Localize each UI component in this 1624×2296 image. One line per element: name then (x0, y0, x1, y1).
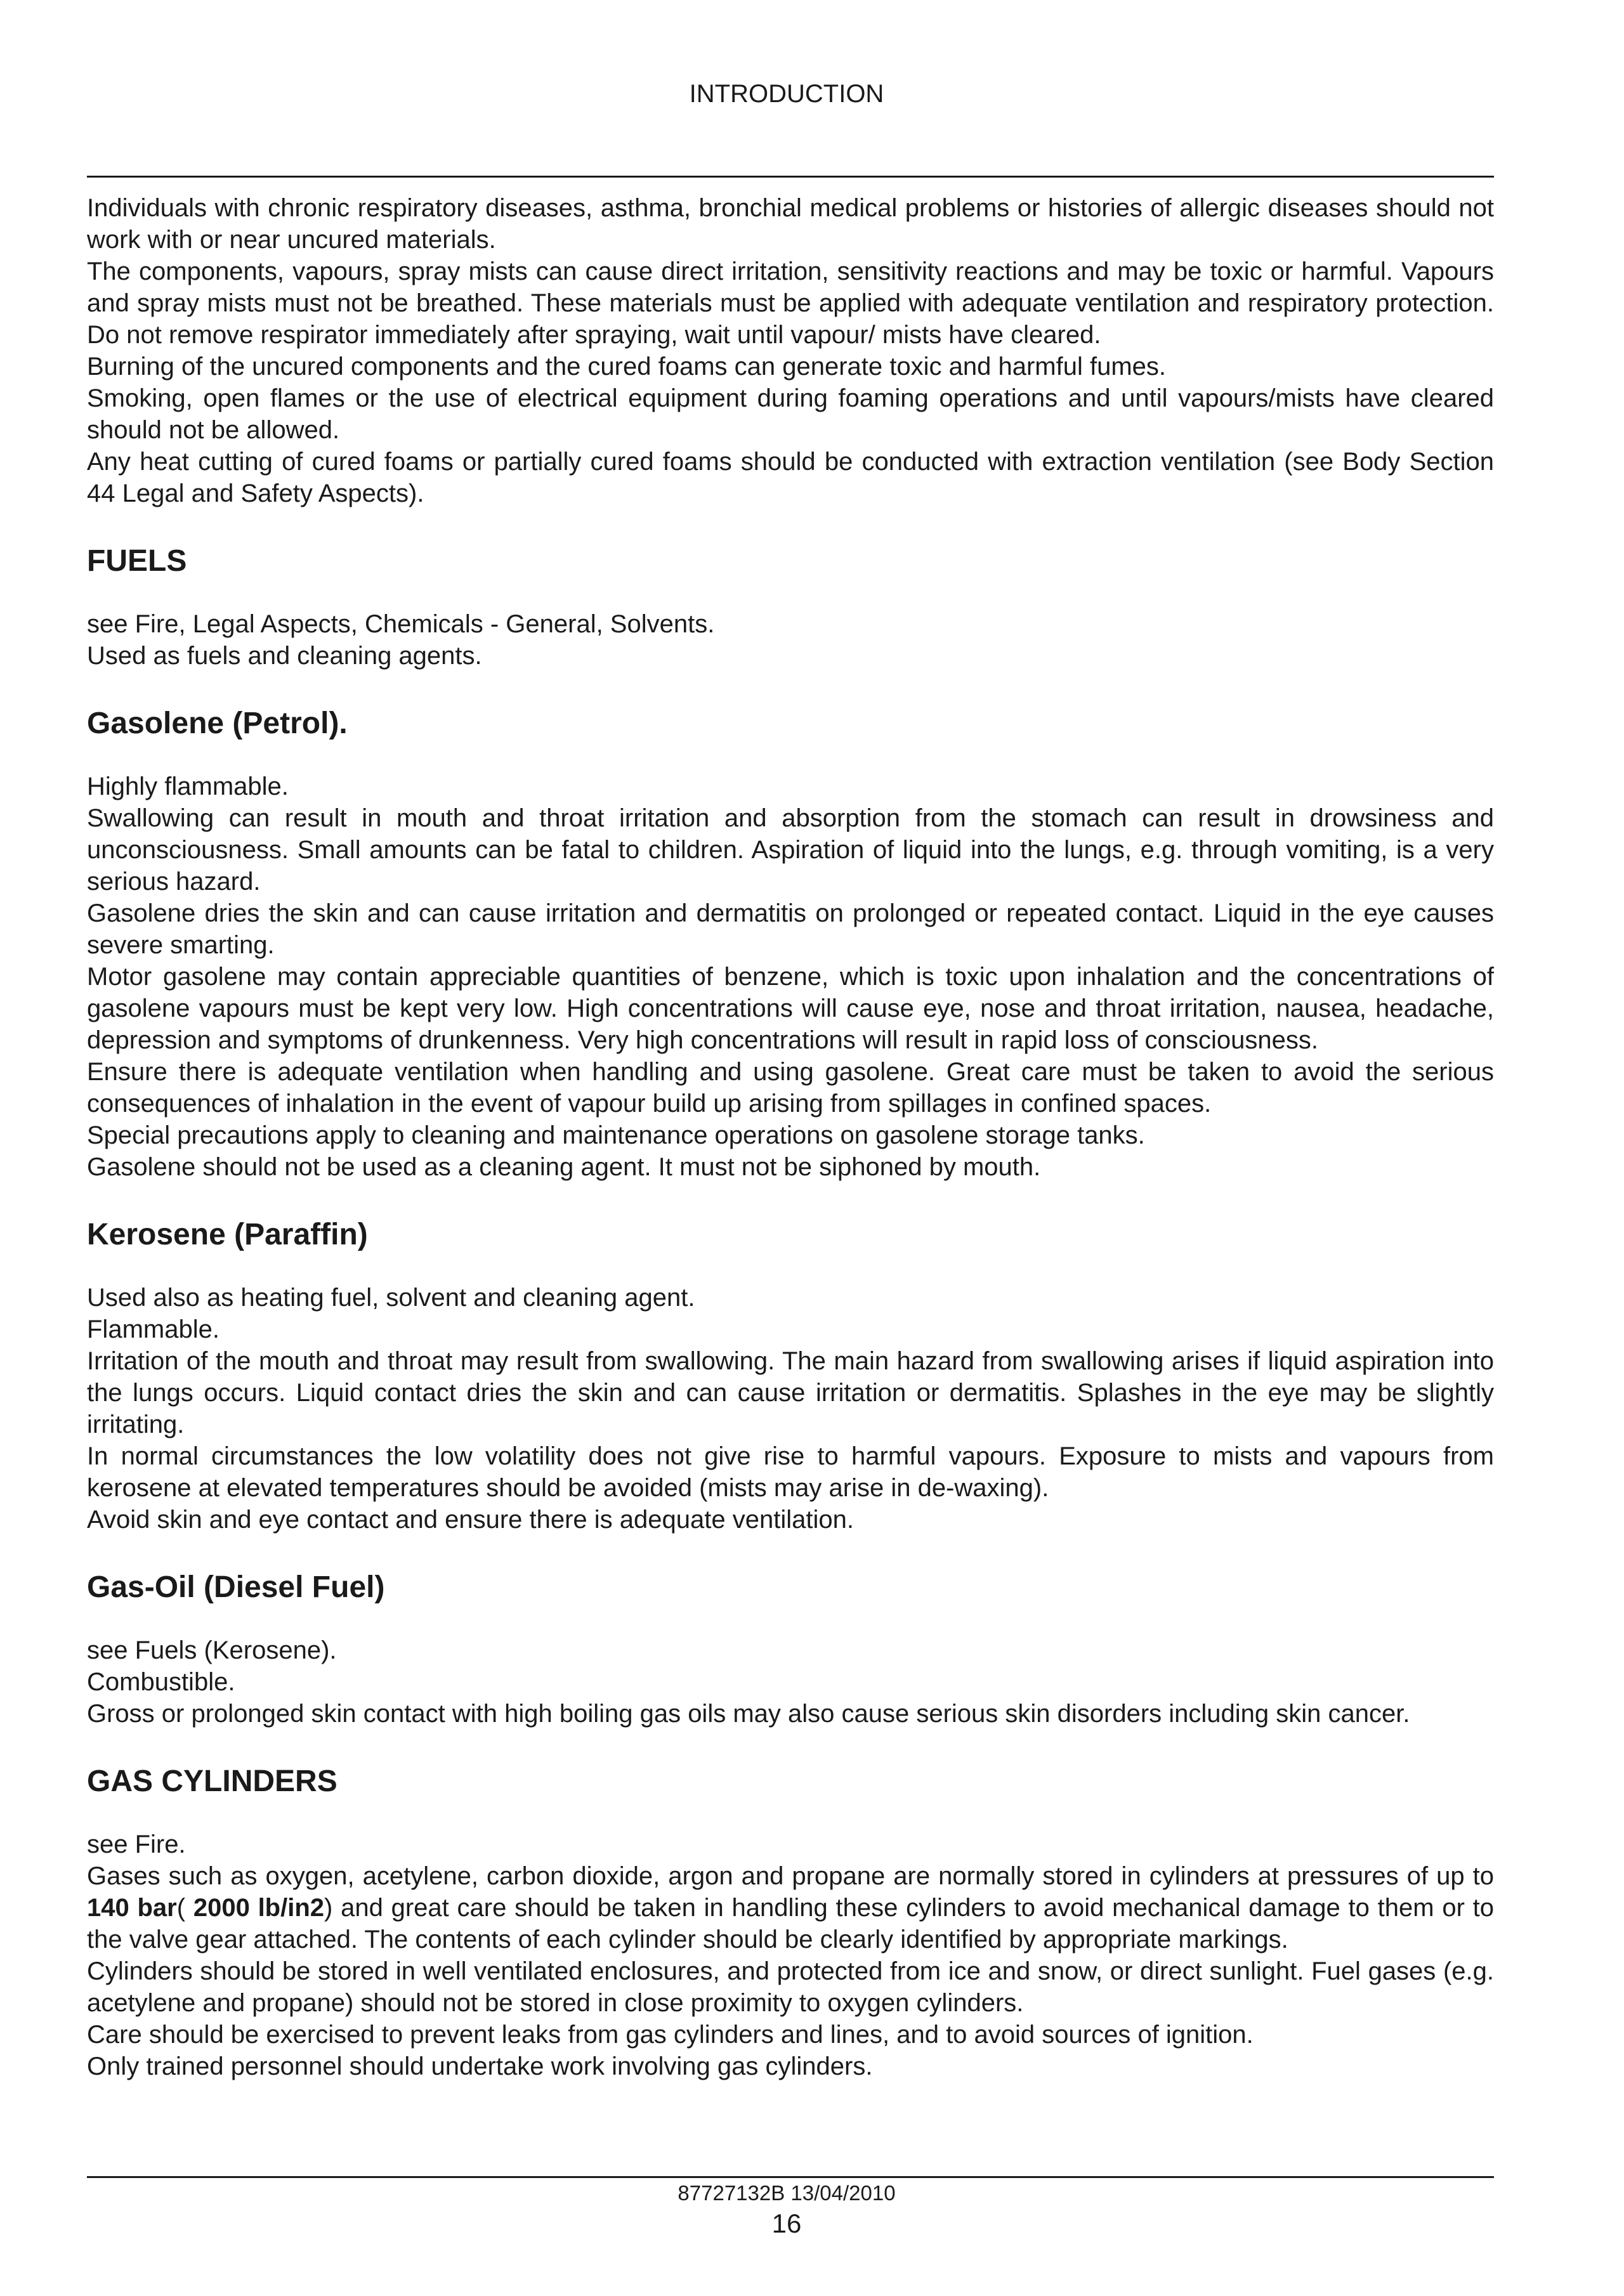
footer-rule (87, 2176, 1494, 2178)
paragraph: Flammable. (87, 1315, 219, 1343)
paragraph: Burning of the uncured components and the cured foams can generate toxic and harmful fumes. (87, 353, 1167, 381)
text-run: ( (176, 1894, 193, 1922)
footer-document-code: 87727132B 13/04/2010 (678, 2181, 896, 2205)
paragraph: Only trained personnel should undertake work involving gas cylinders. (87, 2052, 873, 2080)
pressure-psi-value: 2000 lb/in2 (193, 1894, 325, 1922)
paragraph: Combustible. (87, 1668, 235, 1696)
paragraph: Used also as heating fuel, solvent and cleaning agent. (87, 1284, 695, 1312)
paragraph: see Fire, Legal Aspects, Chemicals - General, Solvents. (87, 610, 715, 638)
gasolene-section (87, 672, 1494, 1183)
paragraph: The components, vapours, spray mists can cause direct irritation, sensitivity reactions and may be toxic or harmful. Vapours and spray mists must not be breathed. These materials must be applied with adequate ventilation and respiratory protection. Do not remove respirator immediately after spraying, wait until vapour/ mists have cleared. (87, 258, 1494, 349)
paragraph: Gasolene dries the skin and can cause irritation and dermatitis on prolonged or repeated contact. Liquid in the eye causes severe smarting. (87, 899, 1494, 959)
text-run: ) and great care should be taken in handling these cylinders to avoid mechanical damage to them or to the valve gear attached. The contents of each cylinder should be clearly identified by appropriate markings. (87, 1894, 1494, 1954)
intro-section (87, 192, 1494, 509)
paragraph: Gross or prolonged skin contact with high boiling gas oils may also cause serious skin disorders including skin cancer. (87, 1700, 1410, 1728)
text-run: Gases such as oxygen, acetylene, carbon dioxide, argon and propane are normally stored in cylinders at pressures of up to (87, 1862, 1494, 1890)
paragraph: see Fire. (87, 1830, 186, 1858)
document-body (87, 192, 1494, 2082)
paragraph: Irritation of the mouth and throat may result from swallowing. The main hazard from swallowing arises if liquid aspiration into the lungs occurs. Liquid contact dries the skin and can cause irritation or dermatitis. Splashes in the eye may be slightly irritating. (87, 1347, 1494, 1438)
paragraph: Individuals with chronic respiratory diseases, asthma, bronchial medical problems or histories of allergic diseases should not work with or near uncured materials. (87, 194, 1494, 254)
gas-oil-section (87, 1536, 1494, 1730)
section-heading-kerosene: Kerosene (Paraffin) (87, 1218, 368, 1251)
section-heading-gas-oil: Gas-Oil (Diesel Fuel) (87, 1570, 385, 1604)
paragraph: Avoid skin and eye contact and ensure there is adequate ventilation. (87, 1506, 854, 1534)
section-heading-fuels: FUELS (87, 544, 187, 578)
paragraph: see Fuels (Kerosene). (87, 1636, 337, 1664)
paragraph-cylinder-pressure (87, 1860, 1494, 1955)
page-number: 16 (771, 2208, 802, 2238)
paragraph: Gasolene should not be used as a cleaning agent. It must not be siphoned by mouth. (87, 1153, 1041, 1181)
section-heading-gas-cylinders: GAS CYLINDERS (87, 1764, 337, 1798)
header-rule (87, 176, 1494, 178)
fuels-section (87, 509, 1494, 672)
paragraph: Any heat cutting of cured foams or partially cured foams should be conducted with extraction ventilation (see Body Section 44 Legal and Safety Aspects). (87, 448, 1494, 507)
paragraph: Ensure there is adequate ventilation when handling and using gasolene. Great care must be taken to avoid the serious consequences of inhalation in the event of vapour build up arising from spillages in confined spaces. (87, 1058, 1494, 1118)
paragraph: Highly flammable. (87, 773, 289, 800)
paragraph: Care should be exercised to prevent leaks from gas cylinders and lines, and to avoid sources of ignition. (87, 2021, 1254, 2049)
page-header-title: INTRODUCTION (689, 80, 884, 108)
paragraph: Cylinders should be stored in well ventilated enclosures, and protected from ice and snow, or direct sunlight. Fuel gases (e.g. acetylene and propane) should not be stored in close proximity to oxygen cylinders. (87, 1957, 1494, 2017)
gas-cylinders-section (87, 1730, 1494, 2082)
paragraph: Smoking, open flames or the use of electrical equipment during foaming operations and until vapours/mists have cleared should not be allowed. (87, 384, 1494, 444)
paragraph: Special precautions apply to cleaning and maintenance operations on gasolene storage tanks. (87, 1121, 1145, 1149)
paragraph: Motor gasolene may contain appreciable quantities of benzene, which is toxic upon inhalation and the concentrations of gasolene vapours must be kept very low. High concentrations will cause eye, nose and throat irritation, nausea, headache, depression and symptoms of drunkenness. Very high concentrations will result in rapid loss of consciousness. (87, 963, 1494, 1054)
pressure-bar-value: 140 bar (87, 1894, 177, 1922)
section-heading-gasolene: Gasolene (Petrol). (87, 707, 348, 740)
paragraph: Swallowing can result in mouth and throat irritation and absorption from the stomach can result in drowsiness and unconsciousness. Small amounts can be fatal to children. Aspiration of liquid into the lungs, e.g. through vomiting, is a very serious hazard. (87, 804, 1494, 896)
paragraph: Used as fuels and cleaning agents. (87, 642, 482, 670)
kerosene-section (87, 1183, 1494, 1536)
paragraph: In normal circumstances the low volatility does not give rise to harmful vapours. Exposure to mists and vapours from kerosene at elevated temperatures should be avoided (mists may arise in de-waxing). (87, 1442, 1494, 1502)
